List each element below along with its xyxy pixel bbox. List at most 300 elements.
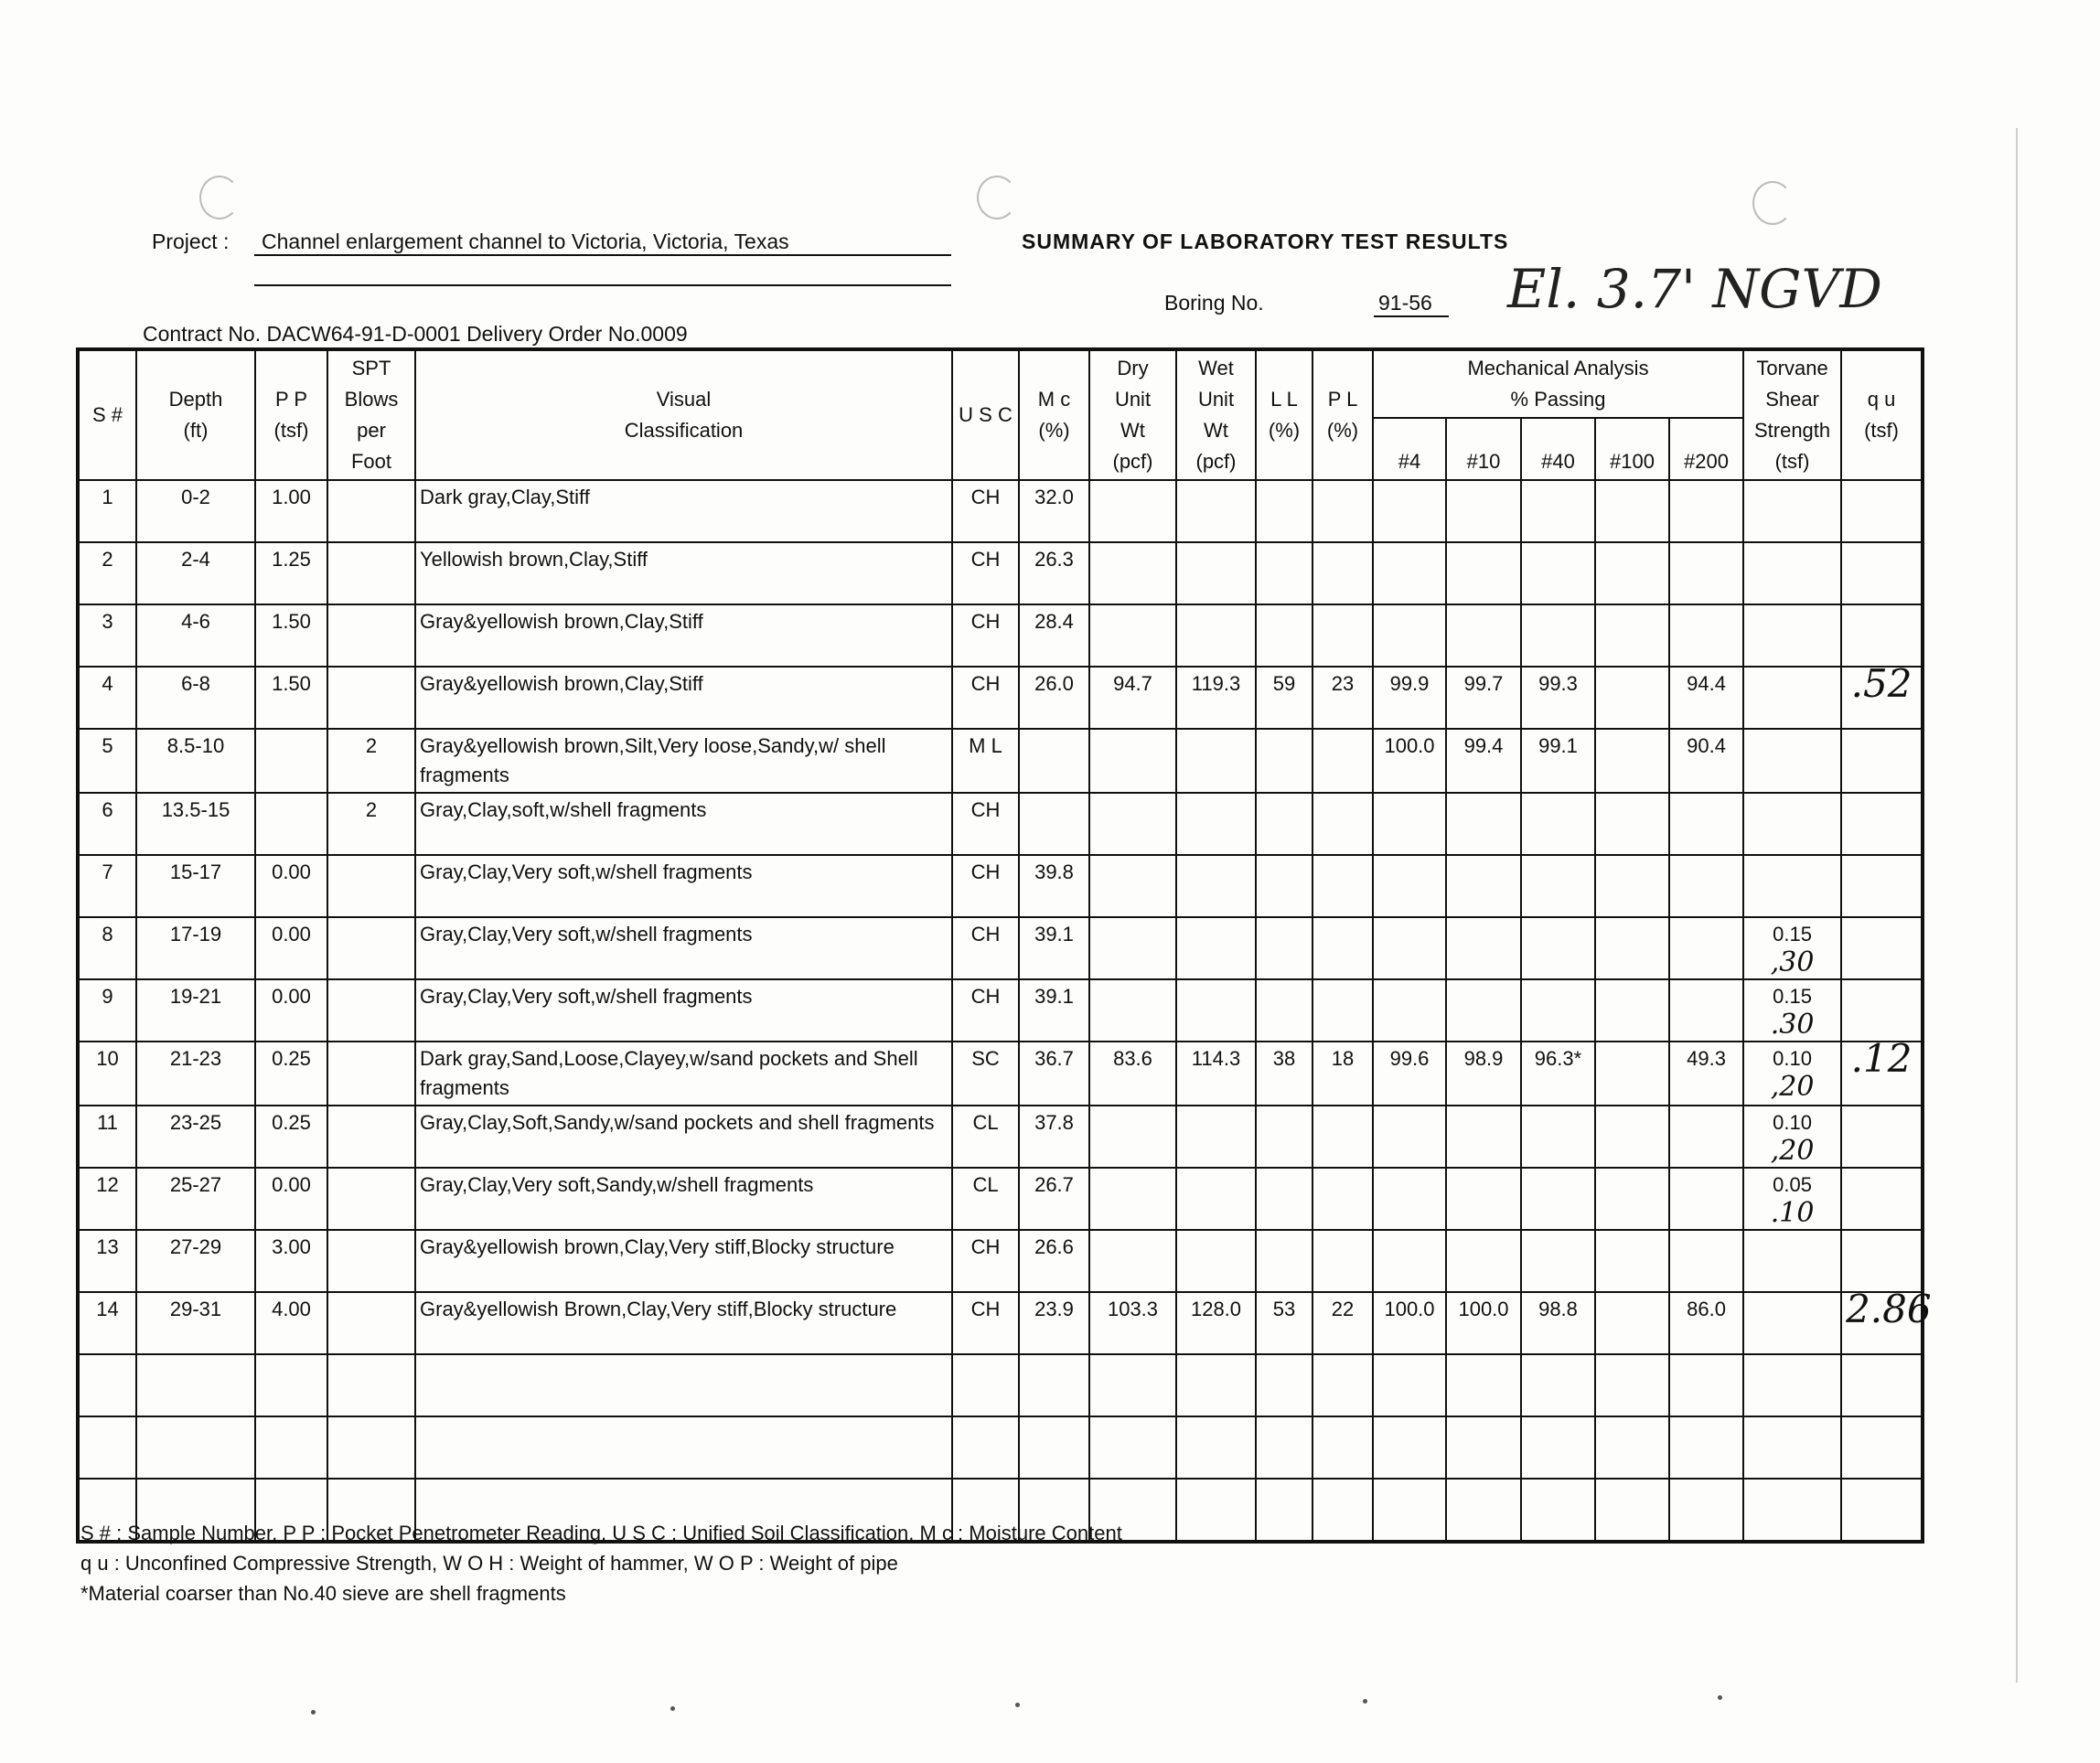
cell-dry-unit-wt [1089,729,1176,793]
cell-sieve-40: 99.1 [1521,729,1595,793]
cell-dry-unit-wt [1089,480,1176,542]
cell-spt [327,1168,415,1230]
empty-cell [952,1416,1019,1479]
cell-ll [1256,480,1312,542]
cell-ll [1256,917,1312,979]
cell-pl [1312,855,1373,917]
cell-mc: 28.4 [1019,604,1089,667]
cell-sieve-100 [1595,855,1669,917]
col-depth: Depth (ft) [136,349,255,480]
footnote: *Material coarser than No.40 sieve are shell fragments [80,1582,566,1605]
footnotes [80,1518,1122,1608]
cell-torvane [1743,729,1841,793]
cell-sieve-10 [1446,1230,1521,1292]
cell-dry-unit-wt [1089,604,1176,667]
cell-spt [327,542,415,604]
cell-pl: 18 [1312,1042,1373,1106]
cell-sieve-100 [1595,1230,1669,1292]
cell-usc: CL [952,1106,1019,1168]
empty-cell [136,1354,255,1416]
cell-pp: 4.00 [255,1292,327,1354]
cell-sample-number: 2 [78,542,136,604]
scan-speck [1015,1703,1020,1707]
empty-cell [255,1416,327,1479]
empty-cell [136,1416,255,1479]
empty-cell [1669,1479,1743,1542]
cell-wet-unit-wt [1176,1230,1256,1292]
cell-usc: CL [952,1168,1019,1230]
cell-usc: CH [952,917,1019,979]
punch-hole-center [977,176,1017,219]
cell-pp: 1.50 [255,604,327,667]
cell-sieve-100 [1595,480,1669,542]
cell-sieve-4 [1373,979,1446,1042]
torvane-value: 0.10 [1773,1047,1812,1070]
cell-mc [1019,793,1089,855]
cell-sieve-200: 49.3 [1669,1042,1743,1106]
table-body [78,480,1932,1542]
boring-underline [1374,315,1449,317]
cell-sample-number: 10 [78,1042,136,1106]
cell-pl [1312,604,1373,667]
cell-sieve-200: 90.4 [1669,729,1743,793]
cell-qu [1841,729,1923,793]
empty-cell [1743,1479,1841,1542]
col-visual-classification: Visual Classification [415,349,952,480]
cell-dry-unit-wt [1089,793,1176,855]
cell-qu [1841,855,1923,917]
cell-sieve-10: 99.7 [1446,667,1521,729]
punch-hole-right [1752,181,1793,225]
cell-usc: CH [952,542,1019,604]
table-row [78,1168,1923,1230]
cell-sample-number: 12 [78,1168,136,1230]
empty-cell [1446,1354,1521,1416]
col-sample: S # [78,349,136,480]
col-mechanical-analysis: Mechanical Analysis % Passing [1373,349,1743,418]
empty-cell [1256,1416,1312,1479]
cell-visual-classification: Gray,Clay,Very soft,w/shell fragments [415,917,952,979]
cell-spt [327,604,415,667]
empty-cell [1176,1479,1256,1542]
cell-sieve-200 [1669,855,1743,917]
cell-dry-unit-wt [1089,1230,1176,1292]
empty-cell [1841,1479,1923,1542]
cell-qu: .52 [1841,667,1923,729]
cell-wet-unit-wt [1176,793,1256,855]
cell-sieve-100 [1595,604,1669,667]
cell-torvane [1743,1106,1841,1168]
scan-speck [1718,1695,1722,1700]
cell-depth: 4-6 [136,604,255,667]
cell-depth: 19-21 [136,979,255,1042]
cell-sieve-10 [1446,793,1521,855]
cell-pp: 0.25 [255,1042,327,1106]
cell-usc: CH [952,855,1019,917]
col-sieve-100: #100 [1595,418,1669,480]
cell-sieve-4: 99.6 [1373,1042,1446,1106]
cell-pl [1312,1168,1373,1230]
empty-cell [327,1354,415,1416]
empty-cell [78,1354,136,1416]
cell-sieve-200 [1669,1230,1743,1292]
cell-depth: 15-17 [136,855,255,917]
cell-wet-unit-wt: 128.0 [1176,1292,1256,1354]
empty-cell [952,1354,1019,1416]
cell-sieve-200 [1669,979,1743,1042]
empty-cell [1841,1354,1923,1416]
cell-visual-classification: Gray,Clay,soft,w/shell fragments [415,793,952,855]
cell-sieve-200 [1669,480,1743,542]
cell-sieve-10: 100.0 [1446,1292,1521,1354]
cell-visual-classification: Gray&yellowish brown,Clay,Stiff [415,667,952,729]
empty-cell [1373,1479,1446,1542]
empty-cell [1521,1354,1595,1416]
cell-mc: 26.7 [1019,1168,1089,1230]
cell-depth: 27-29 [136,1230,255,1292]
cell-visual-classification: Gray&yellowish Brown,Clay,Very stiff,Blocky structure [415,1292,952,1354]
cell-depth: 23-25 [136,1106,255,1168]
cell-qu [1841,793,1923,855]
cell-sieve-100 [1595,1292,1669,1354]
cell-sample-number: 11 [78,1106,136,1168]
cell-sieve-4 [1373,917,1446,979]
cell-pp [255,793,327,855]
cell-spt [327,855,415,917]
cell-wet-unit-wt [1176,480,1256,542]
cell-qu [1841,1230,1923,1292]
cell-wet-unit-wt [1176,604,1256,667]
project-underline-2 [254,284,951,286]
col-wet-unit-wt: Wet Unit Wt (pcf) [1176,349,1256,480]
cell-pl [1312,1230,1373,1292]
cell-qu [1841,917,1923,979]
cell-sieve-40 [1521,542,1595,604]
cell-usc: CH [952,667,1019,729]
col-spt: SPT Blows per Foot [327,349,415,480]
cell-qu [1841,542,1923,604]
cell-pl [1312,979,1373,1042]
cell-sieve-100 [1595,542,1669,604]
cell-sample-number: 5 [78,729,136,793]
col-ll: L L (%) [1256,349,1312,480]
cell-pl [1312,729,1373,793]
torvane-value: 0.05 [1773,1173,1812,1196]
cell-wet-unit-wt [1176,1106,1256,1168]
cell-sieve-10: 98.9 [1446,1042,1521,1106]
cell-pp [255,729,327,793]
cell-spt [327,1106,415,1168]
cell-depth: 0-2 [136,480,255,542]
scan-speck [311,1710,316,1715]
cell-usc: M L [952,729,1019,793]
cell-usc: CH [952,793,1019,855]
cell-sieve-200 [1669,542,1743,604]
cell-pp: 1.25 [255,542,327,604]
cell-torvane [1743,480,1841,542]
cell-sieve-10 [1446,855,1521,917]
table-row [78,793,1923,855]
empty-row [78,1354,1923,1416]
cell-sieve-200 [1669,604,1743,667]
cell-sieve-200 [1669,1106,1743,1168]
cell-sieve-10 [1446,542,1521,604]
empty-cell [1089,1354,1176,1416]
torvane-value: 0.15 [1773,985,1812,1008]
cell-sieve-200 [1669,793,1743,855]
empty-cell [255,1354,327,1416]
col-sieve-40: #40 [1521,418,1595,480]
cell-sieve-100 [1595,1042,1669,1106]
scan-speck [670,1706,675,1711]
empty-cell [1446,1479,1521,1542]
cell-sieve-10 [1446,917,1521,979]
cell-dry-unit-wt [1089,1168,1176,1230]
empty-cell [1521,1416,1595,1479]
cell-visual-classification: Gray,Clay,Very soft,w/shell fragments [415,855,952,917]
cell-pp: 1.50 [255,667,327,729]
cell-qu [1841,1106,1923,1168]
page-title: SUMMARY OF LABORATORY TEST RESULTS [1022,230,1509,253]
cell-wet-unit-wt: 119.3 [1176,667,1256,729]
cell-mc: 39.8 [1019,855,1089,917]
cell-sieve-4: 99.9 [1373,667,1446,729]
cell-sieve-4 [1373,1168,1446,1230]
cell-visual-classification: Gray&yellowish brown,Clay,Very stiff,Blocky structure [415,1230,952,1292]
cell-sieve-40 [1521,979,1595,1042]
cell-mc: 26.0 [1019,667,1089,729]
cell-sieve-200: 86.0 [1669,1292,1743,1354]
cell-pl: 23 [1312,667,1373,729]
cell-sample-number: 7 [78,855,136,917]
cell-torvane [1743,793,1841,855]
cell-visual-classification: Dark gray,Clay,Stiff [415,480,952,542]
cell-dry-unit-wt [1089,855,1176,917]
cell-mc: 36.7 [1019,1042,1089,1106]
empty-cell [1256,1354,1312,1416]
empty-cell [1669,1354,1743,1416]
cell-ll: 59 [1256,667,1312,729]
torvane-handwritten: .30 [1770,1009,1815,1041]
empty-cell [1595,1479,1669,1542]
col-sieve-10: #10 [1446,418,1521,480]
cell-wet-unit-wt [1176,1168,1256,1230]
cell-wet-unit-wt [1176,542,1256,604]
cell-mc: 26.3 [1019,542,1089,604]
cell-sieve-40 [1521,1106,1595,1168]
col-mc: M c (%) [1019,349,1089,480]
empty-cell [1373,1354,1446,1416]
cell-sample-number: 3 [78,604,136,667]
cell-sieve-40: 99.3 [1521,667,1595,729]
cell-sieve-40: 98.8 [1521,1292,1595,1354]
cell-sieve-40 [1521,1168,1595,1230]
cell-spt [327,480,415,542]
table-row [78,480,1923,542]
cell-pp: 0.00 [255,1168,327,1230]
cell-sieve-100 [1595,667,1669,729]
cell-sample-number: 6 [78,793,136,855]
table-row [78,667,1923,729]
cell-pl [1312,1106,1373,1168]
empty-cell [327,1416,415,1479]
cell-mc: 23.9 [1019,1292,1089,1354]
empty-cell [1743,1416,1841,1479]
cell-sieve-10 [1446,480,1521,542]
empty-cell [1176,1416,1256,1479]
cell-pp: 1.00 [255,480,327,542]
torvane-handwritten: ,20 [1770,1071,1815,1103]
cell-sieve-4: 100.0 [1373,729,1446,793]
table-row [78,604,1923,667]
cell-torvane [1743,1168,1841,1230]
cell-usc: CH [952,1230,1019,1292]
cell-pp: 0.00 [255,979,327,1042]
cell-ll [1256,1106,1312,1168]
lab-results-table [76,347,1932,1544]
cell-pp: 0.00 [255,855,327,917]
cell-pp: 3.00 [255,1230,327,1292]
cell-sieve-40 [1521,604,1595,667]
cell-sieve-4 [1373,604,1446,667]
cell-ll [1256,729,1312,793]
table-row [78,542,1923,604]
cell-depth: 2-4 [136,542,255,604]
cell-pl [1312,480,1373,542]
sheet-edge [2016,128,2018,1683]
cell-depth: 21-23 [136,1042,255,1106]
cell-qu: .12 [1841,1042,1923,1106]
empty-cell [1019,1416,1089,1479]
cell-ll: 53 [1256,1292,1312,1354]
empty-row [78,1416,1923,1479]
cell-visual-classification: Gray,Clay,Soft,Sandy,w/sand pockets and shell fragments [415,1106,952,1168]
cell-sample-number: 9 [78,979,136,1042]
empty-cell [1841,1416,1923,1479]
cell-depth: 25-27 [136,1168,255,1230]
cell-ll [1256,1230,1312,1292]
cell-dry-unit-wt [1089,542,1176,604]
cell-sieve-10 [1446,979,1521,1042]
cell-spt [327,1230,415,1292]
cell-sieve-10 [1446,1106,1521,1168]
cell-sample-number: 8 [78,917,136,979]
cell-visual-classification: Gray&yellowish brown,Silt,Very loose,Sandy,w/ shell fragments [415,729,952,793]
cell-mc: 39.1 [1019,979,1089,1042]
empty-cell [1521,1479,1595,1542]
elevation-handwritten-note: El. 3.7' NGVD [1507,258,1882,320]
cell-visual-classification: Yellowish brown,Clay,Stiff [415,542,952,604]
cell-torvane [1743,917,1841,979]
table-row [78,1292,1923,1354]
cell-sieve-100 [1595,979,1669,1042]
cell-dry-unit-wt [1089,979,1176,1042]
cell-dry-unit-wt: 103.3 [1089,1292,1176,1354]
torvane-handwritten: ,30 [1770,946,1815,978]
cell-torvane [1743,1292,1841,1354]
cell-wet-unit-wt: 114.3 [1176,1042,1256,1106]
cell-sieve-40 [1521,917,1595,979]
cell-sieve-10 [1446,604,1521,667]
footnote: q u : Unconfined Compressive Strength, W O H : Weight of hammer, W O P : Weight of pipe [80,1552,898,1575]
table-row [78,1042,1923,1106]
cell-pp: 0.00 [255,917,327,979]
cell-sieve-4: 100.0 [1373,1292,1446,1354]
torvane-handwritten: .10 [1770,1197,1815,1229]
cell-sieve-4 [1373,480,1446,542]
cell-sample-number: 1 [78,480,136,542]
scan-speck [1363,1699,1367,1704]
col-pl: P L (%) [1312,349,1373,480]
cell-ll [1256,604,1312,667]
cell-wet-unit-wt [1176,979,1256,1042]
boring-value: 91-56 [1378,291,1432,315]
cell-sieve-10: 99.4 [1446,729,1521,793]
torvane-handwritten: ,20 [1770,1135,1815,1167]
project-value: Channel enlargement channel to Victoria, Victoria, Texas [262,230,789,253]
cell-pp: 0.25 [255,1106,327,1168]
cell-sieve-100 [1595,793,1669,855]
table-row [78,979,1923,1042]
cell-visual-classification: Gray&yellowish brown,Clay,Stiff [415,604,952,667]
cell-sample-number: 13 [78,1230,136,1292]
col-torvane: Torvane Shear Strength (tsf) [1743,349,1841,480]
empty-cell [1176,1354,1256,1416]
cell-torvane [1743,667,1841,729]
cell-dry-unit-wt [1089,917,1176,979]
cell-sieve-40 [1521,1230,1595,1292]
empty-cell [1019,1354,1089,1416]
empty-cell [1669,1416,1743,1479]
cell-visual-classification: Dark gray,Sand,Loose,Clayey,w/sand pockets and Shell fragments [415,1042,952,1106]
footnote: S # : Sample Number, P P : Pocket Penetrometer Reading, U S C : Unified Soil Classification, M c : Moisture Content [80,1522,1122,1544]
empty-cell [78,1416,136,1479]
cell-sample-number: 4 [78,667,136,729]
cell-spt: 2 [327,793,415,855]
cell-sieve-100 [1595,1168,1669,1230]
cell-qu: 2.86 [1841,1292,1923,1354]
cell-depth: 13.5-15 [136,793,255,855]
table-row [78,1106,1923,1168]
cell-spt: 2 [327,729,415,793]
cell-qu [1841,1168,1923,1230]
cell-sieve-40 [1521,480,1595,542]
cell-ll [1256,793,1312,855]
cell-usc: CH [952,1292,1019,1354]
cell-spt [327,1042,415,1106]
cell-qu [1841,979,1923,1042]
cell-sieve-10 [1446,1168,1521,1230]
col-pp: P P (tsf) [255,349,327,480]
cell-wet-unit-wt [1176,917,1256,979]
cell-dry-unit-wt: 94.7 [1089,667,1176,729]
cell-sieve-4 [1373,793,1446,855]
col-dry-unit-wt: Dry Unit Wt (pcf) [1089,349,1176,480]
cell-ll [1256,1168,1312,1230]
cell-usc: CH [952,480,1019,542]
cell-mc: 26.6 [1019,1230,1089,1292]
cell-sieve-4 [1373,1106,1446,1168]
project-label: Project : [152,230,230,253]
cell-torvane [1743,604,1841,667]
cell-sieve-100 [1595,1106,1669,1168]
cell-mc: 37.8 [1019,1106,1089,1168]
cell-ll [1256,855,1312,917]
table-header [78,349,1923,480]
cell-dry-unit-wt [1089,1106,1176,1168]
cell-depth: 8.5-10 [136,729,255,793]
cell-depth: 17-19 [136,917,255,979]
